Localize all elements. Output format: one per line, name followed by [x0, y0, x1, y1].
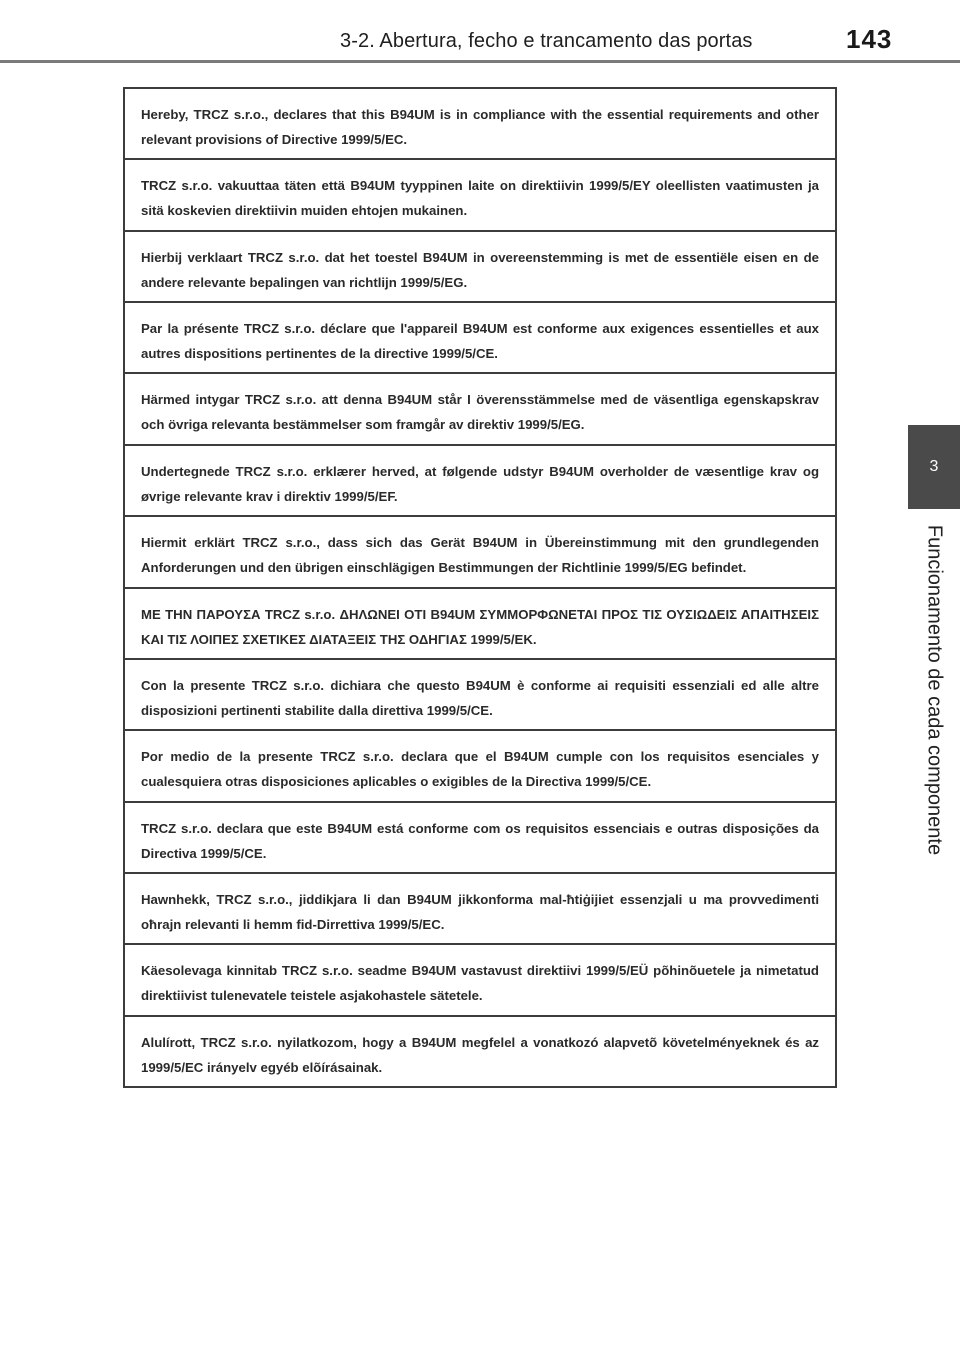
declaration-row-finnish: TRCZ s.r.o. vakuuttaa täten että B94UM tyyppinen laite on direktiivin 1999/5/EY oleellisten vaatimusten ja sitä koskevien direktiivin muiden ehtojen mukainen.	[125, 160, 835, 231]
declaration-row-hungarian: Alulírott, TRCZ s.r.o. nyilatkozom, hogy a B94UM megfelel a vonatkozó alapvetõ követelményeknek és az 1999/5/EC irányelv egyéb elõírásainak.	[141, 1034, 819, 1075]
declaration-row-swedish: Härmed intygar TRCZ s.r.o. att denna B94UM står I överensstämmelse med de väsentliga egenskapskrav och övriga relevanta bestämmelser som framgår av direktiv 1999/5/EG.	[125, 374, 835, 445]
declarations-table	[123, 87, 837, 1088]
chapter-label: Funcionamento de cada componente	[923, 524, 946, 856]
declaration-row-estonian: Käesolevaga kinnitab TRCZ s.r.o. seadme B94UM vastavust direktiivi 1999/5/EÜ põhinõuetele ja nimetatud direktiivist tulenevatele teistele asjakohastele sätetele.	[125, 945, 835, 1016]
declaration-row-spanish: Por medio de la presente TRCZ s.r.o. declara que el B94UM cumple con los requisitos esenciales y cualesquiera otras disposiciones aplicables o exigibles de la Directiva 1999/5/CE.	[125, 731, 835, 802]
declaration-row-french: Par la présente TRCZ s.r.o. déclare que l'appareil B94UM est conforme aux exigences essentielles et aux autres dispositions pertinentes de la directive 1999/5/CE.	[125, 303, 835, 374]
page-number: 143	[846, 24, 893, 54]
declaration-row-english: Hereby, TRCZ s.r.o., declares that this B94UM is in compliance with the essential requirements and other relevant provisions of Directive 1999/5/EC.	[125, 89, 835, 160]
chapter-tab	[908, 425, 960, 509]
declaration-row-dutch: Hierbij verklaart TRCZ s.r.o. dat het toestel B94UM in overeenstemming is met de essentiële eisen en de andere relevante bepalingen van richtlijn 1999/5/EG.	[125, 232, 835, 303]
header-divider	[0, 60, 960, 63]
page-header	[0, 0, 960, 62]
declaration-row-danish: Undertegnede TRCZ s.r.o. erklærer herved, at følgende udstyr B94UM overholder de væsentlige krav og øvrige relevante krav i direktiv 1999/5/EF.	[125, 446, 835, 517]
declaration-row-maltese: Hawnhekk, TRCZ s.r.o., jiddikjara li dan B94UM jikkonforma mal-ħtiġijiet essenzjali u ma provvedimenti oħrajn relevanti li hemm fid-Dirrettiva 1999/5/EC.	[125, 874, 835, 945]
chapter-tab-number: 3	[929, 458, 939, 475]
declaration-row-german: Hiermit erklärt TRCZ s.r.o., dass sich das Gerät B94UM in Übereinstimmung mit den grundlegenden Anforderungen und den übrigen einschlägigen Bestimmungen der Richtlinie 1999/5/EG befindet.	[125, 517, 835, 588]
declaration-row-greek: ΜΕ ΤΗΝ ΠΑΡΟΥΣΑ TRCZ s.r.o. ΔΗΛΩΝΕΙ ΟΤΙ B94UM ΣΥΜΜΟΡΦΩΝΕΤΑΙ ΠΡΟΣ ΤΙΣ ΟΥΣΙΩΔΕΙΣ ΑΠΑΙΤΗΣΕΙΣ ΚΑΙ ΤΙΣ ΛΟΙΠΕΣ ΣΧΕΤΙΚΕΣ ΔΙΑΤΑΞΕΙΣ ΤΗΣ ΟΔΗΓΙΑΣ 1999/5/ΕΚ.	[125, 589, 835, 660]
declaration-row-italian: Con la presente TRCZ s.r.o. dichiara che questo B94UM è conforme ai requisiti essenziali ed alle altre disposizioni pertinenti stabilite dalla direttiva 1999/5/CE.	[125, 660, 835, 731]
section-title: 3-2. Abertura, fecho e trancamento das portas	[340, 30, 753, 52]
declaration-row-portuguese: TRCZ s.r.o. declara que este B94UM está conforme com os requisitos essenciais e outras disposições da Directiva 1999/5/CE.	[125, 803, 835, 874]
